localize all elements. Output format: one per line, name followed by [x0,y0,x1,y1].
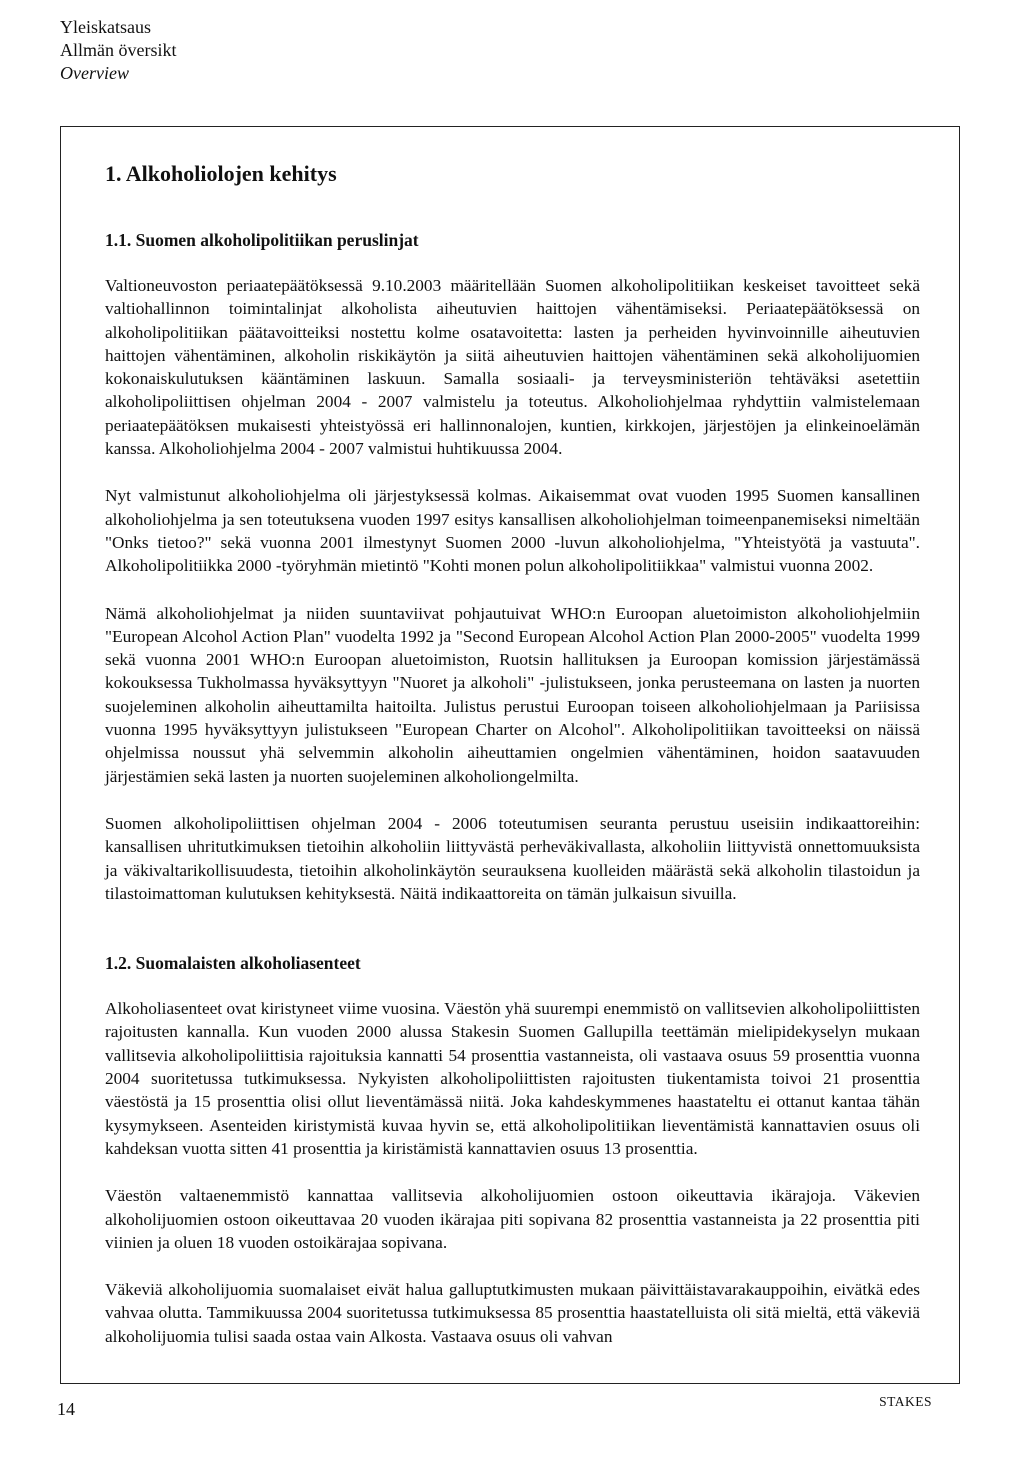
page-number: 14 [57,1399,75,1419]
section-1-paragraph: Suomen alkoholipoliittisen ohjelman 2004 - 2006 toteutumisen seuranta perustuu useisiin indikaattoreihin: kansallisen uhritutkimuksen tietoihin alkoholiin liittyvästä perheväkivallasta, alkoholiin liittyvistä onnettomuuksista ja väkivaltarikollisuudesta, tietoihin alkoholinkäytön seurauksena kuolleiden määrästä sekä alkoholin tilastoidun ja tilastoimattoman kulutuksen kehityksestä. Näitä indikaattoreita on tämän julkaisun sivuilla. [105,813,920,903]
chapter-title: 1. Alkoholiolojen kehitys [105,161,337,186]
publisher-label: STAKES [879,1394,932,1409]
section-1-paragraph: Valtioneuvoston periaatepäätöksessä 9.10.2003 määritellään Suomen alkoholipolitiikan keskeiset tavoitteet sekä valtiohallinnon toimintalinjat alkoholista aiheutuvien haittojen vähentämiseksi. Periaatepäätöksessä on alkoholipolitiikan päätavoitteiksi nostettu kolme osatavoitetta: lasten ja perheiden hyvinvoinnille aiheutuvien haittojen vähentäminen, alkoholin riskikäytön ja siitä aiheutuvien haittojen vähentäminen sekä alkoholijuomien kokonaiskulutuksen kääntäminen laskuun. Samalla sosiaali- ja terveysministeriön tehtäväksi asetettiin alkoholipoliittisen ohjelman 2004 - 2007 valmistelu ja toteutus. Alkoholiohjelmaa ryhdyttiin valmistelemaan periaatepäätöksen mukaisesti yhteistyössä eri hallinnonalojen, kuntien, kirkkojen, järjestöjen ja elinkeinoelämän kanssa. Alkoholiohjelma 2004 - 2007 valmistui huhtikuussa 2004. [105,276,920,459]
section-1-paragraph: Nyt valmistunut alkoholiohjelma oli järjestyksessä kolmas. Aikaisemmat ovat vuoden 1995 Suomen kansallinen alkoholiohjelma ja sen toteutuksena vuoden 1997 esitys kansallisen alkoholiohjelman toimeenpanemiseksi nimeltään "Onks tietoo?" sekä vuonna 2001 ilmestynyt Suomen 2000 -luvun alkoholiohjelma, "Yhteistyötä ja vastuuta". Alkoholipolitiikka 2000 -työryhmän mietintö "Kohti monen polun alkoholipolitiikkaa" valmistui vuonna 2002. [105,486,920,576]
running-header [60,16,176,85]
section-1-paragraph: Nämä alkoholiohjelmat ja niiden suuntaviivat pohjautuivat WHO:n Euroopan aluetoimiston alkoholiohjelmiin "European Alcohol Action Plan" vuodelta 1992 ja "Second European Alcohol Action Plan 2000-2005" vuodelta 1999 sekä vuonna 2001 WHO:n Euroopan aluetoimiston, Ruotsin hallituksen ja Euroopan komission järjestämässä kokouksessa Tukholmassa hyväksyttyyn "Nuoret ja alkoholi" -julistukseen, jonka perusteemana on lasten ja nuorten suojeleminen alkoholin aiheuttamilta haitoilta. Julistus perustui Euroopan toiseen alkoholiohjelmaan ja Pariisissa vuonna 1995 hyväksyttyyn julistukseen "European Charter on Alcohol". Alkoholipolitiikan tavoitteeksi on näissä ohjelmissa noussut yhä selvemmin alkoholin aiheuttamien ongelmien vähentäminen, hoidon saatavuuden järjestämien sekä lasten ja nuorten suojeleminen alkoholiongelmilta. [105,603,920,786]
section-2-paragraph: Alkoholiasenteet ovat kiristyneet viime vuosina. Väestön yhä suurempi enemmistö on vallitsevien alkoholipoliittisten rajoitusten kannalla. Kun vuoden 2000 alussa Stakesin Suomen Gallupilla teettämän mielipidekyselyn mukaan vallitsevia alkoholipoliittisia rajoituksia kannatti 54 prosenttia vastanneista, oli vastaava osuus 59 prosenttia vuonna 2004 suoritetussa tutkimuksessa. Nykyisten alkoholipoliittisten rajoitusten tiukentamista toivoi 21 prosenttia väestöstä ja 15 prosenttia olisi ollut lieventämässä niitä. Joka kahdeskymmenes haastateltu ei ottanut kantaa tähän kysymykseen. Asenteiden kiristymistä kuvaa hyvin se, että alkoholipolitiikan lieventämistä kannattavien osuus oli kahdeksan vuotta sitten 41 prosenttia ja kiristämistä kannattavien osuus 13 prosenttia. [105,999,920,1158]
section-1-title: 1.1. Suomen alkoholipolitiikan peruslinjat [105,230,419,250]
header-finnish: Yleiskatsaus [60,17,151,37]
section-2-paragraph: Väkeviä alkoholijuomia suomalaiset eivät halua galluptutkimusten mukaan päivittäistavarakauppoihin, eivätkä edes vahvaa olutta. Tammikuussa 2004 suoritetussa tutkimuksessa 85 prosenttia haastatelluista oli sitä mieltä, että väkeviä alkoholijuomia tulisi saada ostaa vain Alkosta. Vastaava osuus oli vahvan [105,1280,920,1346]
section-2-paragraph: Väestön valtaenemmistö kannattaa vallitsevia alkoholijuomien ostoon oikeuttavia ikärajoja. Väkevien alkoholijuomien ostoon oikeuttavaa 20 vuoden ikärajaa piti sopivana 82 prosenttia vastanneista ja 22 prosenttia piti viinien ja oluen 18 vuoden ostoikärajaa sopivana. [105,1186,920,1252]
header-swedish: Allmän översikt [60,40,177,60]
page-content [105,160,920,1348]
section-2-title: 1.2. Suomalaisten alkoholiasenteet [105,953,361,974]
header-english: Overview [60,63,129,83]
